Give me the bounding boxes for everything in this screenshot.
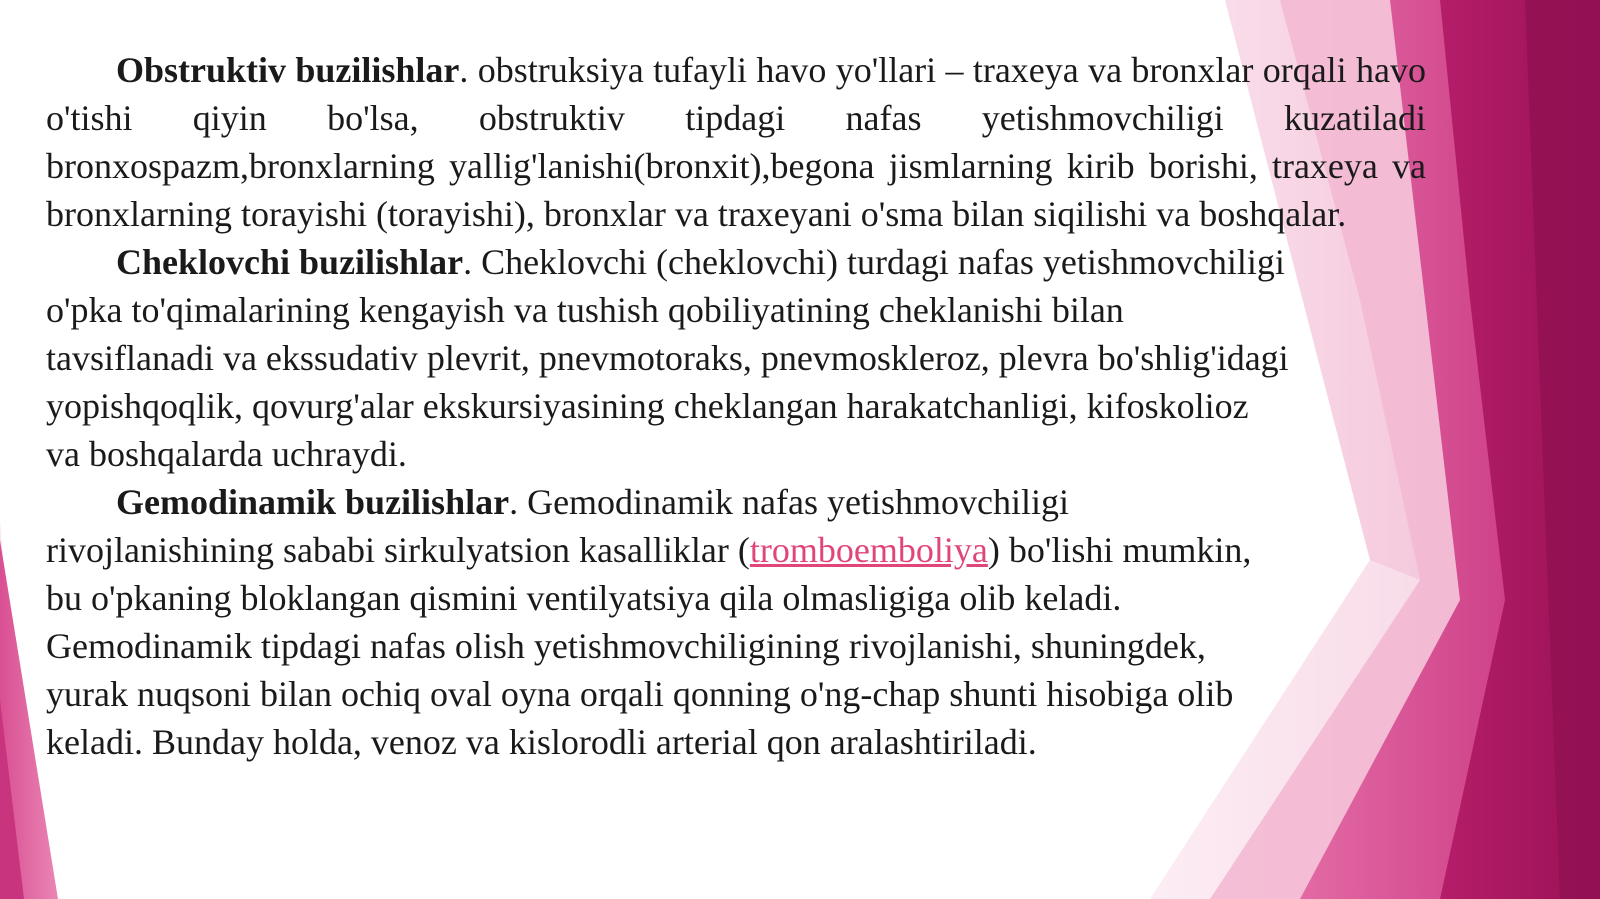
paragraph-hemodynamic (46, 478, 1426, 766)
tromboemboliya-link[interactable]: tromboemboliya (749, 530, 988, 570)
paragraph-hemodynamic-line: yurak nuqsoni bilan ochiq oval oyna orqali qonning o'ng-chap shunti hisobiga olib (46, 674, 1234, 714)
paragraph-hemodynamic-line: bu o'pkaning bloklangan qismini ventilyatsiya qila olmasligiga olib keladi. (46, 578, 1122, 618)
paragraph-restrictive-line: tavsiflanadi va ekssudativ plevrit, pnevmotoraks, pnevmoskleroz, plevra bo'shlig'idagi (46, 338, 1289, 378)
heading-hemodynamic: Gemodinamik buzilishlar (116, 482, 510, 522)
paragraph-hemodynamic-line: Gemodinamik tipdagi nafas olish yetishmovchiligining rivojlanishi, shuningdek, (46, 626, 1206, 666)
text-segment: ) bo'lishi mumkin, (987, 530, 1252, 570)
paragraph-hemodynamic-line (46, 526, 1426, 574)
paragraph-restrictive-line (46, 238, 1426, 286)
paragraph-restrictive-line: va boshqalarda uchraydi. (46, 434, 407, 474)
paragraph-restrictive-line: yopishqoqlik, qovurg'alar ekskursiyasining cheklangan harakatchanligi, kifoskolioz (46, 386, 1249, 426)
paragraph-obstructive-text: . obstruksiya tufayli havo yo'llari – traxeya va bronxlar orqali havo o'tishi qiyin bo'lsa, obstruktiv tipdagi nafas yetishmovchiligi kuzatiladi bronxospazm,bronxlarning yallig'lanishi(bronxit),begona jismlarning kirib borishi, traxeya va bronxlarning torayishi (torayishi), bronxlar va traxeyani o'sma bilan siqilishi va boshqalar. (46, 50, 1426, 234)
paragraph-restrictive-line: o'pka to'qimalarining kengayish va tushish qobiliyatining cheklanishi bilan (46, 290, 1124, 330)
paragraph-restrictive (46, 238, 1426, 478)
paragraph-hemodynamic-line (46, 478, 1426, 526)
text-segment: . Gemodinamik nafas yetishmovchiligi (509, 482, 1069, 522)
heading-restrictive: Cheklovchi buzilishlar (116, 242, 464, 282)
paragraph-hemodynamic-line: keladi. Bunday holda, venoz va kislorodli arterial qon aralashtiriladi. (46, 722, 1037, 762)
text-segment: rivojlanishining sababi sirkulyatsion kasalliklar ( (46, 530, 750, 570)
paragraph-obstructive (46, 46, 1426, 238)
text-segment: . Cheklovchi (cheklovchi) turdagi nafas yetishmovchiligi (463, 242, 1285, 282)
slide-body (46, 46, 1426, 766)
heading-obstructive: Obstruktiv buzilishlar (116, 50, 460, 90)
